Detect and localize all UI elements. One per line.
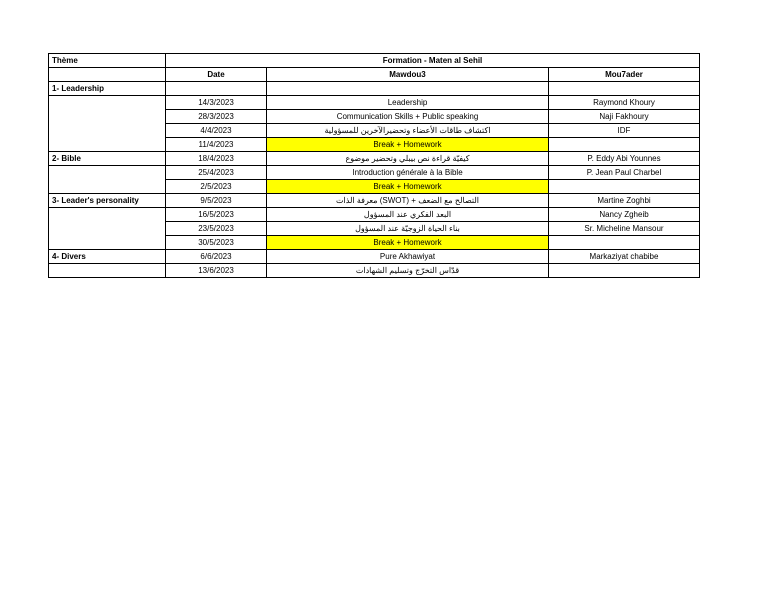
date-cell: 28/3/2023 — [166, 110, 267, 124]
date-cell: 30/5/2023 — [166, 236, 267, 250]
schedule-body — [49, 54, 700, 278]
table-row — [49, 124, 700, 138]
speaker-cell — [549, 180, 700, 194]
topic-cell: البعد الفكري عند المسؤول — [267, 208, 549, 222]
mawdou-header: Mawdou3 — [267, 68, 549, 82]
date-header: Date — [166, 68, 267, 82]
speaker-cell: Markaziyat chabibe — [549, 250, 700, 264]
date-cell: 2/5/2023 — [166, 180, 267, 194]
date-cell: 6/6/2023 — [166, 250, 267, 264]
table-row — [49, 138, 700, 152]
theme-cell — [49, 124, 166, 138]
topic-cell: Break + Homework — [267, 236, 549, 250]
theme-cell: 1- Leadership — [49, 82, 166, 96]
formation-title: Formation - Maten al Sehil — [166, 54, 700, 68]
table-row — [49, 208, 700, 222]
date-cell: 18/4/2023 — [166, 152, 267, 166]
topic-cell: اكتشاف طاقات الأعضاء وتحضيرالآخرين للمسؤولية — [267, 124, 549, 138]
date-cell: 4/4/2023 — [166, 124, 267, 138]
topic-cell: كيفيّة قراءة نص بيبلي وتحضير موضوع — [267, 152, 549, 166]
table-row — [49, 264, 700, 278]
table-row — [49, 96, 700, 110]
speaker-cell — [549, 236, 700, 250]
table-row — [49, 110, 700, 124]
table-row — [49, 250, 700, 264]
date-cell — [166, 82, 267, 96]
theme-cell — [49, 180, 166, 194]
speaker-cell: Martine Zoghbi — [549, 194, 700, 208]
theme-cell — [49, 264, 166, 278]
date-cell: 13/6/2023 — [166, 264, 267, 278]
table-row — [49, 236, 700, 250]
theme-cell — [49, 166, 166, 180]
table-row — [49, 152, 700, 166]
table-row — [49, 194, 700, 208]
topic-cell: قدّاس التخرّج وتسليم الشهادات — [267, 264, 549, 278]
table-row — [49, 180, 700, 194]
topic-cell: Break + Homework — [267, 138, 549, 152]
theme-cell: 3- Leader's personality — [49, 194, 166, 208]
topic-cell: Leadership — [267, 96, 549, 110]
speaker-cell: P. Eddy Abi Younnes — [549, 152, 700, 166]
theme-cell — [49, 236, 166, 250]
theme-cell — [49, 138, 166, 152]
theme-cell — [49, 222, 166, 236]
topic-cell: معرفة الذات (SWOT) + التصالح مع الضعف — [267, 194, 549, 208]
theme-cell: 2- Bible — [49, 152, 166, 166]
topic-cell: Break + Homework — [267, 180, 549, 194]
speaker-cell — [549, 264, 700, 278]
topic-cell: Communication Skills + Public speaking — [267, 110, 549, 124]
speaker-cell: Nancy Zgheib — [549, 208, 700, 222]
date-cell: 16/5/2023 — [166, 208, 267, 222]
theme-cell — [49, 96, 166, 110]
speaker-cell — [549, 82, 700, 96]
mouader-header: Mou7ader — [549, 68, 700, 82]
topic-cell: بناء الحياة الزوجيّة عند المسؤول — [267, 222, 549, 236]
date-cell: 11/4/2023 — [166, 138, 267, 152]
speaker-cell: Naji Fakhoury — [549, 110, 700, 124]
header-row-title — [49, 54, 700, 68]
table-row — [49, 166, 700, 180]
theme-cell — [49, 208, 166, 222]
table-row — [49, 82, 700, 96]
date-cell: 23/5/2023 — [166, 222, 267, 236]
speaker-cell: P. Jean Paul Charbel — [549, 166, 700, 180]
theme-header-spacer — [49, 68, 166, 82]
speaker-cell: Sr. Micheline Mansour — [549, 222, 700, 236]
topic-cell — [267, 82, 549, 96]
date-cell: 14/3/2023 — [166, 96, 267, 110]
date-cell: 9/5/2023 — [166, 194, 267, 208]
topic-cell: Pure Akhawiyat — [267, 250, 549, 264]
theme-cell: 4- Divers — [49, 250, 166, 264]
topic-cell: Introduction générale à la Bible — [267, 166, 549, 180]
theme-header: Thème — [49, 54, 166, 68]
speaker-cell — [549, 138, 700, 152]
date-cell: 25/4/2023 — [166, 166, 267, 180]
header-row-columns — [49, 68, 700, 82]
theme-cell — [49, 110, 166, 124]
table-row — [49, 222, 700, 236]
speaker-cell: Raymond Khoury — [549, 96, 700, 110]
speaker-cell: IDF — [549, 124, 700, 138]
schedule-table — [48, 53, 700, 278]
